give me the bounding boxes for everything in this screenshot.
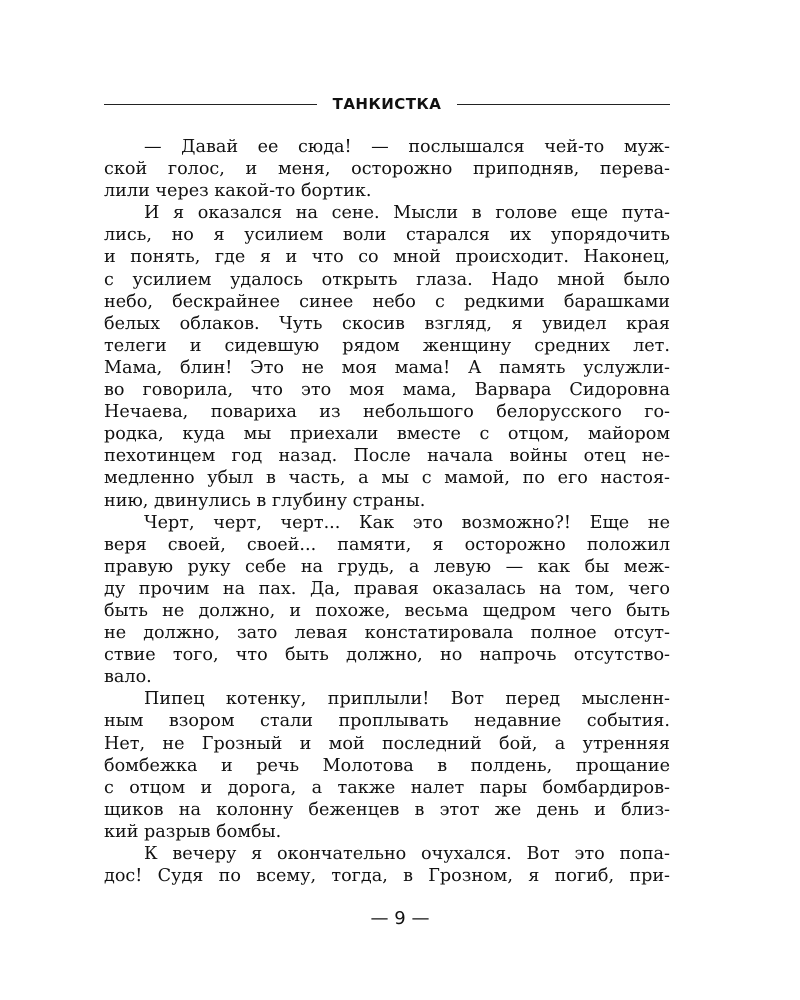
text-line: Нечаева, повариха из небольшого белорусского го- — [104, 402, 670, 423]
text-line: Пипец котенку, приплыли! Вот перед мысленн- — [144, 689, 670, 710]
text-line: быть не должно, и похоже, весьма щедром чего быть — [104, 600, 670, 621]
text-line: родка, куда мы приехали вместе с отцом, майором — [104, 424, 670, 445]
running-head-title: ТАНКИСТКА — [332, 95, 442, 113]
text-line: дос! Судя по всему, тогда, в Грозном, я погиб, при- — [104, 866, 670, 887]
text-line: щиков на колонну беженцев в этот же день и близ- — [104, 799, 670, 820]
text-line: И я оказался на сене. Мысли в голове еще пута- — [144, 203, 670, 224]
text-line: правую руку себе на грудь, а левую — как бы меж- — [104, 556, 670, 577]
text-line: пехотинцем год назад. После начала войны отец не- — [104, 446, 670, 467]
text-line: с отцом и дорога, а также налет пары бомбардиров- — [104, 777, 670, 798]
page-number: — 9 — — [370, 908, 430, 929]
text-line: веря своей, своей... памяти, я осторожно положил — [104, 534, 670, 555]
text-line: белых облаков. Чуть скосив взгляд, я увидел края — [104, 313, 670, 334]
text-line: лили через какой-то бортик. — [104, 181, 372, 202]
body-text — [104, 136, 670, 887]
text-line: кий разрыв бомбы. — [104, 821, 282, 842]
text-line: бомбежка и речь Молотова в полдень, прощание — [104, 755, 670, 776]
text-line: Нет, не Грозный и мой последний бой, а утренняя — [104, 733, 670, 754]
text-line: с усилием удалось открыть глаза. Надо мной было — [104, 269, 670, 290]
text-line: лись, но я усилием воли старался их упорядочить — [104, 225, 670, 246]
text-line: ствие того, что быть должно, но напрочь отсутство- — [104, 645, 670, 666]
running-head-rule-right — [457, 104, 670, 105]
text-line: телеги и сидевшую рядом женщину средних лет. — [104, 335, 670, 356]
text-line: нию, двинулись в глубину страны. — [104, 490, 426, 511]
text-line: — Давай ее сюда! — послышался чей-то муж- — [144, 137, 670, 157]
text-line: и понять, где я и что со мной происходит. Наконец, — [104, 247, 670, 268]
text-line: К вечеру я окончательно очухался. Вот это попа- — [144, 844, 670, 864]
running-head — [104, 92, 670, 116]
text-line: вало. — [104, 667, 152, 688]
text-line: не должно, зато левая констатировала полное отсут- — [104, 623, 670, 644]
text-line: ду прочим на пах. Да, правая оказалась на том, чего — [104, 578, 670, 599]
text-line: Мама, блин! Это не моя мама! А память услужли- — [104, 357, 670, 378]
text-line: небо, бескрайнее синее небо с редкими барашками — [104, 291, 670, 312]
text-line: Черт, черт, черт... Как это возможно?! Еще не — [144, 512, 670, 533]
text-line: ской голос, и меня, осторожно приподняв, перева- — [104, 159, 670, 180]
running-head-rule-left — [104, 104, 317, 105]
text-line: во говорила, что это моя мама, Варвара Сидоровна — [104, 380, 670, 401]
text-line: ным взором стали проплывать недавние события. — [104, 711, 670, 732]
text-line: медленно убыл в часть, а мы с мамой, по его настоя- — [104, 468, 670, 489]
